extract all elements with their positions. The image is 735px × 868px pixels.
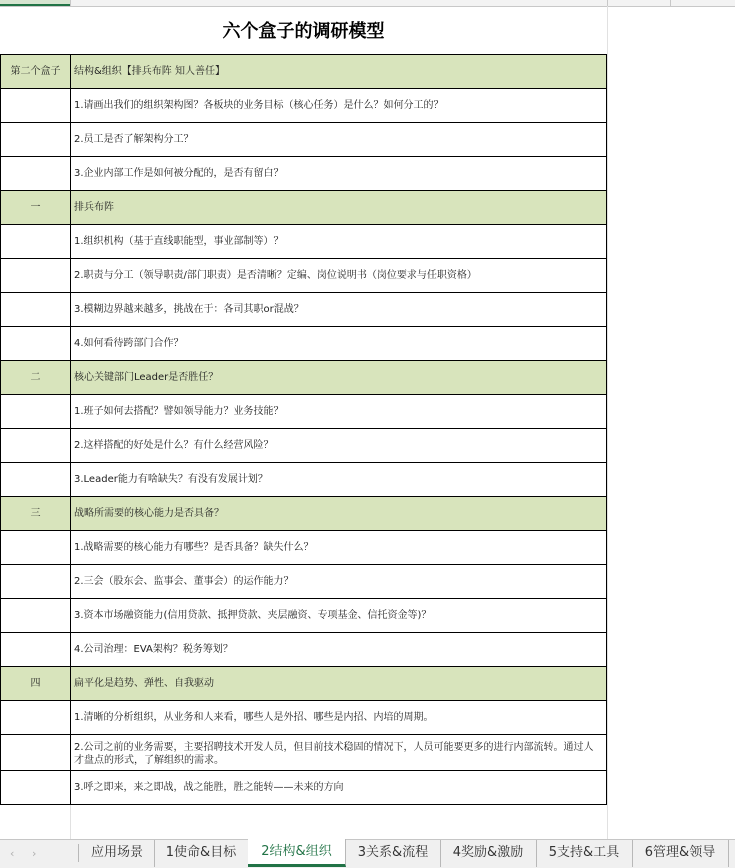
table-row xyxy=(1,565,607,599)
table-cell[interactable]: 战略所需要的核心能力是否具备？ xyxy=(71,497,607,531)
column-divider xyxy=(670,0,671,6)
gridline xyxy=(607,6,608,839)
table-row xyxy=(1,463,607,497)
table-cell[interactable] xyxy=(1,157,71,191)
table-cell[interactable] xyxy=(1,565,71,599)
table-row xyxy=(1,259,607,293)
table-cell[interactable]: 3.企业内部工作是如何被分配的，是否有留白？ xyxy=(71,157,607,191)
table-row xyxy=(1,293,607,327)
table-cell[interactable]: 3.Leader能力有啥缺失？有没有发展计划？ xyxy=(71,463,607,497)
table-row xyxy=(1,735,607,771)
table-row xyxy=(1,771,607,805)
table-cell[interactable]: 3.呼之即来，来之即战，战之能胜，胜之能转——未来的方向 xyxy=(71,771,607,805)
table-row xyxy=(1,395,607,429)
table-row xyxy=(1,429,607,463)
table-cell[interactable] xyxy=(1,225,71,259)
table-header-row xyxy=(1,55,607,89)
table-cell[interactable]: 三 xyxy=(1,497,71,531)
table-row xyxy=(1,633,607,667)
table-cell[interactable] xyxy=(1,123,71,157)
gridline xyxy=(70,803,71,839)
table-cell[interactable] xyxy=(1,89,71,123)
table-cell[interactable]: 2.职责与分工（领导职责/部门职责）是否清晰？定编、岗位说明书（岗位要求与任职资格） xyxy=(71,259,607,293)
table-row xyxy=(1,531,607,565)
table-cell[interactable]: 1.清晰的分析组织，从业务和人来看，哪些人是外招、哪些是内招、内培的周期。 xyxy=(71,701,607,735)
table-cell[interactable]: 1.请画出我们的组织架构图？各板块的业务目标（核心任务）是什么？如何分工的？ xyxy=(71,89,607,123)
table-row xyxy=(1,123,607,157)
table-cell[interactable]: 扁平化是趋势、弹性、自我驱动 xyxy=(71,667,607,701)
tab-divider xyxy=(78,844,79,862)
table-cell[interactable]: 2.这样搭配的好处是什么？有什么经营风险？ xyxy=(71,429,607,463)
table-cell[interactable]: 3.资本市场融资能力(信用贷款、抵押贷款、夹层融资、专项基金、信托资金等)？ xyxy=(71,599,607,633)
sheet-tab[interactable]: 应用场景 xyxy=(80,840,155,867)
table-cell[interactable] xyxy=(1,395,71,429)
table-cell[interactable] xyxy=(1,327,71,361)
sheet-tab[interactable]: 1使命&目标 xyxy=(154,840,249,867)
table-cell[interactable]: 4.公司治理：EVA架构？税务筹划？ xyxy=(71,633,607,667)
table-cell[interactable] xyxy=(1,633,71,667)
table-cell[interactable]: 4.如何看待跨部门合作？ xyxy=(71,327,607,361)
table-cell[interactable]: 2.公司之前的业务需要，主要招聘技术开发人员，但目前技术稳固的情况下，人员可能要更多的进行内部流转。通过人才盘点的形式，了解组织的需求。 xyxy=(71,735,607,771)
table-row xyxy=(1,327,607,361)
table-cell[interactable] xyxy=(1,463,71,497)
table-cell[interactable] xyxy=(1,805,71,806)
table-cell[interactable]: 四 xyxy=(1,667,71,701)
prev-sheet-icon[interactable]: ‹ xyxy=(10,847,15,860)
table-cell[interactable]: 二 xyxy=(1,361,71,395)
section-row xyxy=(1,191,607,225)
next-sheet-icon[interactable]: › xyxy=(32,847,37,860)
sheet-tab[interactable]: 2结构&组织 xyxy=(248,839,346,867)
table-cell[interactable] xyxy=(1,293,71,327)
table-cell[interactable]: 1.班子如何去搭配？譬如领导能力？业务技能？ xyxy=(71,395,607,429)
section-row xyxy=(1,667,607,701)
table-cell[interactable]: 排兵布阵 xyxy=(71,191,607,225)
section-row xyxy=(1,497,607,531)
table-cell[interactable] xyxy=(1,531,71,565)
table-cell[interactable]: 核心关键部门Leader是否胜任？ xyxy=(71,361,607,395)
table-row xyxy=(1,701,607,735)
table-cell[interactable]: 结构&组织【排兵布阵 知人善任】 xyxy=(71,55,607,89)
sheet-table xyxy=(0,54,607,805)
sheet-tab[interactable]: 4奖励&激励 xyxy=(440,840,537,867)
table-cell[interactable] xyxy=(1,771,71,805)
table-cell[interactable]: 3.模糊边界越来越多，挑战在于：各司其职or混战？ xyxy=(71,293,607,327)
empty-row xyxy=(1,805,607,806)
section-row xyxy=(1,361,607,395)
table-cell[interactable]: 2.员工是否了解架构分工？ xyxy=(71,123,607,157)
table-cell[interactable] xyxy=(1,701,71,735)
table-cell[interactable]: 1.组织机构（基于直线职能型，事业部制等）？ xyxy=(71,225,607,259)
table-cell[interactable] xyxy=(71,805,607,806)
table-row xyxy=(1,157,607,191)
table-cell[interactable]: 2.三会（股东会、监事会、董事会）的运作能力？ xyxy=(71,565,607,599)
sheet-title: 六个盒子的调研模型 xyxy=(222,21,385,42)
table-cell[interactable]: 1.战略需要的核心能力有哪些？是否具备？缺失什么？ xyxy=(71,531,607,565)
table-cell[interactable] xyxy=(1,599,71,633)
table-cell[interactable] xyxy=(1,735,71,771)
sheet-tab[interactable]: 3关系&流程 xyxy=(346,840,441,867)
sheet-tab[interactable]: 6管理&领导 xyxy=(632,840,729,867)
table-row xyxy=(1,599,607,633)
sheet-tab[interactable]: 5支持&工具 xyxy=(536,840,633,867)
sheet-tab-bar xyxy=(0,839,735,868)
table-cell[interactable] xyxy=(1,429,71,463)
table-row xyxy=(1,89,607,123)
table-row xyxy=(1,225,607,259)
table-cell[interactable] xyxy=(1,259,71,293)
table-cell[interactable]: 第二个盒子 xyxy=(1,55,71,89)
table-cell[interactable]: 一 xyxy=(1,191,71,225)
